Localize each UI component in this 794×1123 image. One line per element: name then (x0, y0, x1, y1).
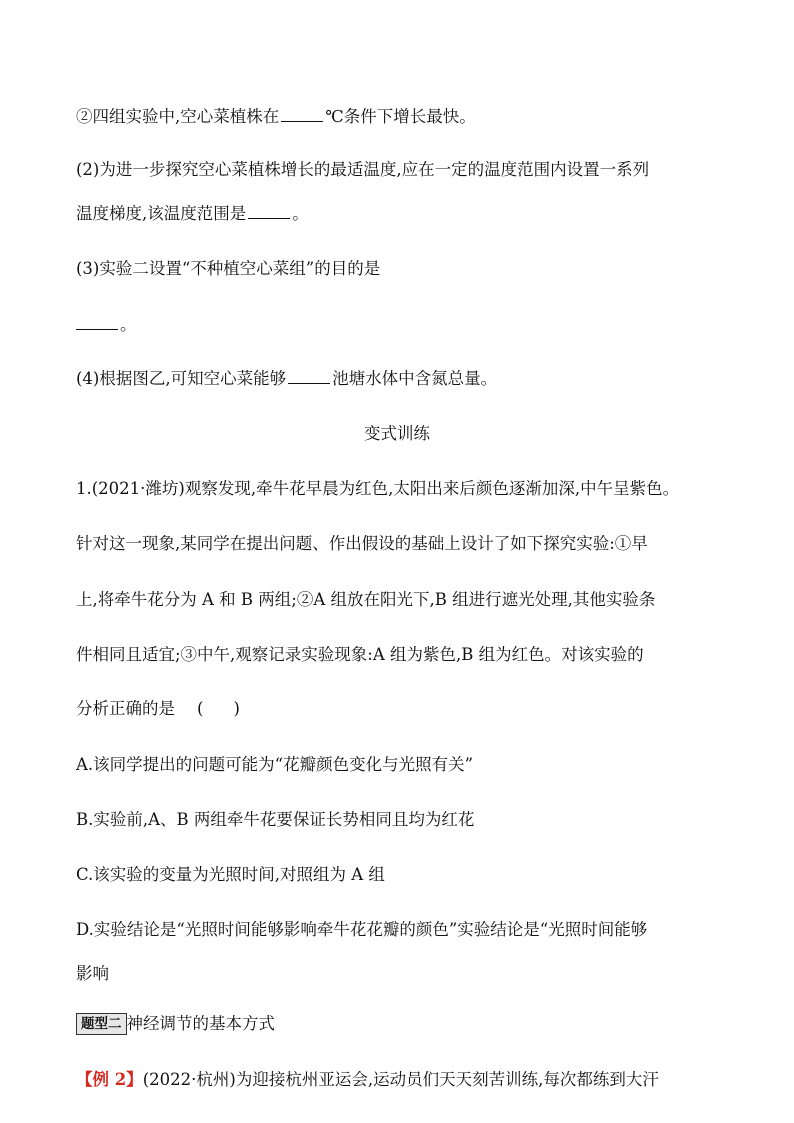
part2-text-after: 。 (292, 204, 309, 223)
variant-q1-line3: 上,将牵牛花分为 A 和 B 两组;②A 组放在阳光下,B 组进行遮光处理,其他实验条 (76, 590, 656, 609)
item2-text-before: ②四组实验中,空心菜植株在 (76, 107, 280, 126)
answer-blank-temperature-range[interactable] (248, 202, 290, 219)
variant-q1-line2: 针对这一现象,某同学在提出问题、作出假设的基础上设计了如下探究实验:①早 (76, 534, 648, 553)
answer-paren-open: ( (197, 699, 204, 718)
type-section-header (76, 1012, 275, 1036)
type-section-title: 神经调节的基本方式 (126, 1014, 275, 1033)
example-2-line1 (76, 1068, 659, 1092)
answer-blank-purpose[interactable] (76, 313, 118, 330)
variant-q1-line5 (76, 697, 240, 721)
example-2-text: (2022·杭州)为迎接杭州亚运会,运动员们天天刻苦训练,每次都练到大汗 (142, 1070, 659, 1089)
option-b[interactable]: B.实验前,A、B 两组牵牛花要保证长势相同且均为红花 (76, 810, 475, 829)
option-a[interactable]: A.该同学提出的问题可能为“花瓣颜色变化与光照有关” (76, 755, 474, 774)
question-item-2 (76, 105, 476, 129)
question-part-3-line1: (3)实验二设置“不种植空心菜组”的目的是 (76, 259, 381, 278)
answer-blank-temperature[interactable] (281, 105, 323, 122)
option-d-line2[interactable]: 影响 (76, 964, 109, 983)
section-title: 变式训练 (364, 424, 430, 443)
part4-text-after: 池塘水体中含氮总量。 (332, 369, 498, 388)
question-part-2-line2 (76, 202, 309, 226)
part2-text-before: 温度梯度,该温度范围是 (76, 204, 247, 223)
answer-paren-close: ) (233, 699, 240, 718)
question-part-3-line2 (76, 313, 137, 337)
option-c[interactable]: C.该实验的变量为光照时间,对照组为 A 组 (76, 865, 385, 884)
option-d-line1[interactable]: D.实验结论是“光照时间能够影响牵牛花花瓣的颜色”实验结论是“光照时间能够 (76, 920, 648, 939)
answer-blank-nitrogen[interactable] (288, 367, 330, 384)
variant-q1-line1: 1.(2021·潍坊)观察发现,牵牛花早晨为红色,太阳出来后颜色逐渐加深,中午呈紫色。 (76, 479, 680, 498)
example-tag: 【例 2】 (76, 1070, 143, 1089)
type-tag: 题型二 (76, 1013, 127, 1035)
part4-text-before: (4)根据图乙,可知空心菜能够 (76, 369, 287, 388)
item2-text-after: ℃条件下增长最快。 (325, 107, 476, 126)
variant-q1-line4: 件相同且适宜;③中午,观察记录实验现象:A 组为紫色,B 组为红色。对该实验的 (76, 645, 644, 664)
question-part-2-line1: (2)为进一步探究空心菜植株增长的最适温度,应在一定的温度范围内设置一系列 (76, 160, 650, 179)
question-part-4 (76, 367, 497, 391)
part3-text-after: 。 (120, 315, 137, 334)
variant-q1-stem-end: 分析正确的是 (76, 699, 175, 718)
